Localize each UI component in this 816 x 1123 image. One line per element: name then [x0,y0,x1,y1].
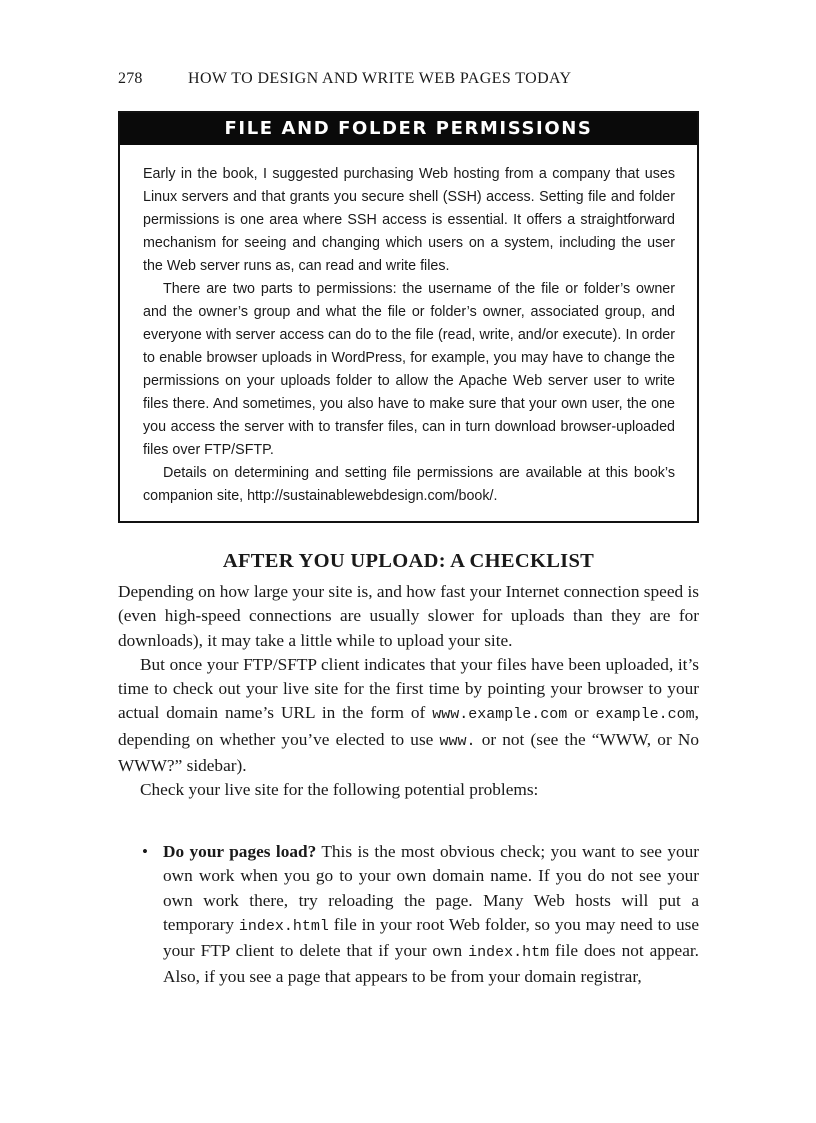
section-heading: AFTER YOU UPLOAD: A CHECKLIST [222,550,595,572]
item-lead: Do your pages load? [163,842,317,861]
body-paragraph: But once your FTP/SFTP client indicates that your files have been uploaded, it’s time to check out your live site for the first time by pointing your browser to your actual domain name’s URL in the form of www.example.com or example.com, depending on whether you’ve elected to use www. or not (see the “WWW, or No WWW?” sidebar). [118,654,699,776]
sidebar-paragraph: There are two parts to permissions: the username of the file or folder’s owner and the owner’s group and what the file or folder’s owner, associated group, and everyone with server access can do to the file (read, write, and/or execute). In order to enable browser uploads in WordPress, for example, you may have to change the permissions on your uploads folder to allow the Apache Web server user to write files there. And sometimes, you also have to make sure that your own user, the one you access the server with to transfer files, can in turn download browser-uploaded files over FTP/SFTP. [143,281,675,458]
sidebar-paragraph: Details on determining and setting file permissions are available at this book’s companion site, http://sustainablewebdesign.com/book/. [143,465,675,504]
running-head [118,70,572,88]
inline-code: index.htm [468,944,550,962]
body-text [118,580,699,803]
sidebar-body [120,145,697,508]
sidebar-paragraph: Early in the book, I suggested purchasing Web hosting from a company that uses Linux servers and that grants you secure shell (SSH) access. Setting file and folder permissions is one area where SSH access is essential. It offers a straightforward mechanism for seeing and changing which users on a system, including the user the Web server runs as, can read and write files. [143,166,675,274]
inline-code: index.html [238,917,329,935]
book-title: HOW TO DESIGN AND WRITE WEB PAGES TODAY [188,70,572,87]
sidebar-title: FILE AND FOLDER PERMISSIONS [120,113,697,145]
body-paragraph: Depending on how large your site is, and how fast your Internet connection speed is (even high-speed connections are usually slower for uploads than they are for downloads), it may take a little while to upload your site. [118,582,699,650]
inline-code: www.example.com [432,706,568,724]
bullet-icon: • [142,842,148,861]
permissions-sidebar [118,111,699,523]
body-paragraph: Check your live site for the following potential problems: [140,780,539,800]
inline-code: example.com [595,706,695,724]
checklist [118,840,699,990]
page-number: 278 [118,70,143,87]
inline-code: www. [439,732,476,750]
list-item: • Do your pages load? This is the most obvious check; you want to see your own work when you go to your own domain name. If you do not see your own work there, try reloading the page. Many Web hosts will put a temporary index.html file in your root Web folder, so you may need to use your FTP client to delete that if your own index.htm file does not appear. Also, if you see a page that appears to be from your domain registrar, [142,842,699,987]
